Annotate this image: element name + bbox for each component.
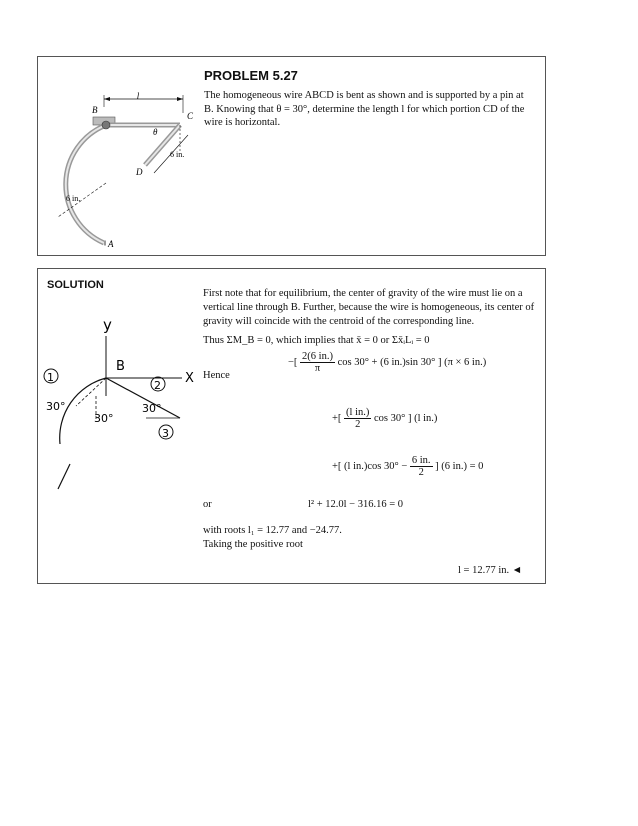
- problem-figure: [38, 57, 198, 255]
- solution-box: [37, 268, 546, 584]
- label-d: D: [136, 167, 143, 177]
- label-c: C: [187, 111, 194, 121]
- eq3-num: 6 in.: [411, 455, 431, 466]
- sketch-30-right: 30°: [142, 402, 162, 415]
- or-label: or: [203, 499, 212, 510]
- thus-line: Thus ΣM_B = 0, which implies that x̄ = 0 or Σx̄ᵢLᵢ = 0: [203, 335, 430, 346]
- sketch-n1: 1: [47, 371, 54, 384]
- eq3-head: (l in.)cos 30° −: [344, 460, 408, 472]
- solution-intro: First note that for equilibrium, the center of gravity of the wire must lie on a vertical line through B. Further, because the wire is homogeneous, its center of gravity will coincide with the centroid of the corresponding line.: [203, 288, 535, 327]
- eq2-num: (l in.): [346, 407, 370, 418]
- eq2-tail: (l in.): [414, 412, 438, 424]
- sketch-n2: 2: [154, 379, 161, 392]
- eq1-num: 2(6 in.): [302, 351, 333, 362]
- sketch-b: B: [116, 359, 125, 374]
- eq3-den: 2: [418, 467, 424, 478]
- label-6in-radius: 6 in.: [66, 194, 81, 203]
- roots-text: with roots l₁ = 12.77 and −24.77.: [203, 525, 342, 536]
- quadratic-equation: l² + 12.0l − 316.16 = 0: [308, 499, 403, 510]
- equation-1: −[ $\frac{2(6 in.)}{\pi}$ cos 30° + (6 in.)sin 30° ] (π × 6 in.): [288, 351, 487, 374]
- sketch-y: y: [103, 316, 112, 334]
- eq1-den: π: [314, 363, 321, 374]
- solution-label: SOLUTION: [47, 279, 104, 291]
- problem-text: The homogeneous wire ABCD is bent as shown and is supported by a pin at B. Knowing that θ = 30°, determine the length l for which portion CD of the wire is horizontal.: [204, 90, 525, 128]
- label-theta: θ: [153, 127, 158, 137]
- equation-2: +[ $\frac{\text{(l in.)}}{2}$ cos 30° ] (l in.): [332, 407, 438, 430]
- solution-sketch: [38, 314, 198, 524]
- eq2-rest: cos 30°: [374, 412, 406, 424]
- sketch-30-mid: 30°: [94, 412, 114, 425]
- eq1-tail: (π × 6 in.): [444, 356, 487, 368]
- eq1-rest: cos 30° + (6 in.)sin 30°: [337, 356, 436, 368]
- sketch-30-left: 30°: [46, 400, 66, 413]
- label-a: A: [108, 239, 114, 249]
- equation-3: +[ (l in.)cos 30° − $\frac{6 in.}{2}$ ] (6 in.) = 0: [332, 455, 484, 478]
- taking-text: Taking the positive root: [203, 539, 303, 550]
- label-b: B: [92, 105, 98, 115]
- eq2-den: 2: [355, 419, 361, 430]
- eq3-tail: (6 in.) = 0: [441, 460, 484, 472]
- sketch-x: X: [185, 371, 194, 386]
- label-6in-cd: 6 in.: [170, 150, 185, 159]
- problem-title: PROBLEM 5.27: [204, 68, 298, 83]
- sketch-n3: 3: [162, 427, 169, 440]
- problem-box: [37, 56, 546, 256]
- label-l: l: [136, 91, 140, 101]
- hence-label: Hence: [203, 370, 230, 381]
- final-answer: l = 12.77 in. ◄: [458, 565, 523, 576]
